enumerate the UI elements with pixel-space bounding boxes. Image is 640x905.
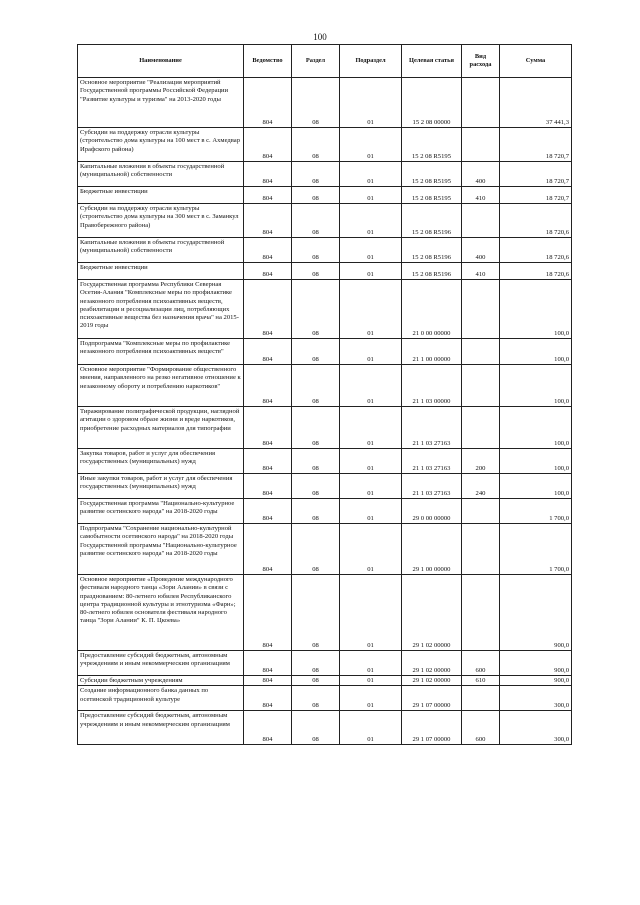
table-row	[78, 407, 572, 449]
cell-expense-type	[462, 204, 500, 238]
cell-dept: 804	[244, 162, 292, 187]
table-row	[78, 651, 572, 676]
table-row	[78, 575, 572, 651]
cell-expense-type: 600	[462, 651, 500, 676]
cell-sum: 18 720,7	[500, 187, 572, 204]
cell-name: Основное мероприятие "Формирование общественного мнения, направленного на резко негативное отношение к незаконному обороту и потреблению наркотиков"	[78, 365, 244, 407]
table-row	[78, 686, 572, 711]
cell-sum: 900,0	[500, 575, 572, 651]
cell-target: 29 0 00 00000	[402, 499, 462, 524]
cell-target: 21 0 00 00000	[402, 280, 462, 339]
cell-section: 08	[292, 474, 340, 499]
budget-table	[77, 44, 572, 745]
header-name: Наименование	[78, 45, 244, 78]
cell-section: 08	[292, 499, 340, 524]
cell-section: 08	[292, 263, 340, 280]
cell-target: 15 2 08 R5195	[402, 187, 462, 204]
table-row	[78, 204, 572, 238]
cell-name: Предоставление субсидий бюджетным, автономным учреждениям и иным некоммерческим организациям	[78, 711, 244, 745]
cell-dept: 804	[244, 407, 292, 449]
table-row	[78, 524, 572, 575]
cell-subsection: 01	[340, 128, 402, 162]
cell-target: 29 1 02 00000	[402, 676, 462, 686]
cell-name: Предоставление субсидий бюджетным, автономным учреждениям и иным некоммерческим организациям	[78, 651, 244, 676]
cell-subsection: 01	[340, 407, 402, 449]
header-sum: Сумма	[500, 45, 572, 78]
cell-dept: 804	[244, 686, 292, 711]
table-row	[78, 711, 572, 745]
table-row	[78, 263, 572, 280]
cell-subsection: 01	[340, 162, 402, 187]
cell-target: 15 2 08 R5196	[402, 263, 462, 280]
table-row	[78, 365, 572, 407]
cell-sum: 100,0	[500, 365, 572, 407]
cell-subsection: 01	[340, 204, 402, 238]
header-section: Раздел	[292, 45, 340, 78]
cell-section: 08	[292, 575, 340, 651]
cell-dept: 804	[244, 263, 292, 280]
cell-sum: 100,0	[500, 407, 572, 449]
cell-name: Государственная программа "Национально-культурное развитие осетинского народа" на 2018-2020 годы	[78, 499, 244, 524]
cell-expense-type	[462, 280, 500, 339]
cell-name: Основное мероприятие "Реализация мероприятий Государственной программы Российской Федерации "Развитие культуры и туризма" на 2013-2020 годы	[78, 78, 244, 128]
cell-target: 21 1 00 00000	[402, 339, 462, 365]
cell-target: 29 1 07 00000	[402, 686, 462, 711]
cell-sum: 37 441,3	[500, 78, 572, 128]
cell-dept: 804	[244, 499, 292, 524]
cell-name: Подпрограмма "Комплексные меры по профилактике незаконного потребления психоактивных веществ"	[78, 339, 244, 365]
table-row	[78, 499, 572, 524]
cell-sum: 300,0	[500, 686, 572, 711]
table-header-row	[78, 45, 572, 78]
cell-name: Субсидии на поддержку отрасли культуры (строительство дома культуры на 300 мест в с. Заманкул Правобережного района)	[78, 204, 244, 238]
cell-sum: 100,0	[500, 474, 572, 499]
cell-subsection: 01	[340, 449, 402, 474]
cell-subsection: 01	[340, 524, 402, 575]
cell-dept: 804	[244, 187, 292, 204]
cell-name: Иные закупки товаров, работ и услуг для обеспечения государственных (муниципальных) нужд	[78, 474, 244, 499]
cell-target: 15 2 08 R5196	[402, 238, 462, 263]
cell-expense-type: 200	[462, 449, 500, 474]
cell-subsection: 01	[340, 676, 402, 686]
cell-section: 08	[292, 204, 340, 238]
cell-subsection: 01	[340, 339, 402, 365]
cell-section: 08	[292, 524, 340, 575]
cell-dept: 804	[244, 238, 292, 263]
cell-subsection: 01	[340, 365, 402, 407]
cell-name: Закупка товаров, работ и услуг для обеспечения государственных (муниципальных) нужд	[78, 449, 244, 474]
cell-sum: 100,0	[500, 339, 572, 365]
cell-section: 08	[292, 711, 340, 745]
cell-expense-type	[462, 499, 500, 524]
cell-name: Капитальные вложения в объекты государственной (муниципальной) собственности	[78, 162, 244, 187]
page-number: 100	[313, 32, 327, 42]
cell-name: Субсидии бюджетным учреждениям	[78, 676, 244, 686]
cell-name: Создание информационного банка данных по осетинской традиционной культуре	[78, 686, 244, 711]
table-row	[78, 128, 572, 162]
cell-section: 08	[292, 339, 340, 365]
cell-sum: 18 720,7	[500, 128, 572, 162]
cell-target: 29 1 02 00000	[402, 651, 462, 676]
cell-expense-type: 410	[462, 263, 500, 280]
cell-name: Бюджетные инвестиции	[78, 187, 244, 204]
cell-target: 15 2 08 R5195	[402, 128, 462, 162]
table-row	[78, 238, 572, 263]
cell-sum: 18 720,7	[500, 162, 572, 187]
cell-dept: 804	[244, 280, 292, 339]
cell-subsection: 01	[340, 711, 402, 745]
cell-section: 08	[292, 187, 340, 204]
cell-subsection: 01	[340, 280, 402, 339]
table-row	[78, 162, 572, 187]
cell-sum: 1 700,0	[500, 524, 572, 575]
cell-target: 21 1 03 27163	[402, 407, 462, 449]
table-row	[78, 187, 572, 204]
table-row	[78, 78, 572, 128]
cell-target: 21 1 03 27163	[402, 474, 462, 499]
cell-sum: 300,0	[500, 711, 572, 745]
cell-dept: 804	[244, 204, 292, 238]
cell-section: 08	[292, 407, 340, 449]
cell-expense-type	[462, 524, 500, 575]
cell-expense-type: 610	[462, 676, 500, 686]
cell-subsection: 01	[340, 187, 402, 204]
cell-section: 08	[292, 78, 340, 128]
table-row	[78, 676, 572, 686]
cell-subsection: 01	[340, 575, 402, 651]
cell-name: Основное мероприятие «Проведение международного фестиваля народного танца «Зори Алании» в связи с празднованием: 80-летнего юбилея Республиканского центра традиционной культуры и этнотуризма «Фарн»; 80-летнего юбилея основателя фестиваля народного танца "Зори Алании" К. П. Цкоева»	[78, 575, 244, 651]
cell-expense-type	[462, 128, 500, 162]
cell-target: 21 1 03 27163	[402, 449, 462, 474]
cell-dept: 804	[244, 339, 292, 365]
cell-dept: 804	[244, 676, 292, 686]
cell-target: 15 2 08 00000	[402, 78, 462, 128]
cell-expense-type	[462, 407, 500, 449]
cell-dept: 804	[244, 78, 292, 128]
cell-sum: 100,0	[500, 449, 572, 474]
cell-expense-type	[462, 686, 500, 711]
header-subsection: Подраздел	[340, 45, 402, 78]
cell-dept: 804	[244, 651, 292, 676]
cell-section: 08	[292, 128, 340, 162]
cell-target: 29 1 07 00000	[402, 711, 462, 745]
cell-target: 15 2 08 R5195	[402, 162, 462, 187]
cell-expense-type: 410	[462, 187, 500, 204]
cell-expense-type: 400	[462, 238, 500, 263]
cell-section: 08	[292, 651, 340, 676]
cell-expense-type	[462, 339, 500, 365]
cell-sum: 100,0	[500, 280, 572, 339]
cell-dept: 804	[244, 524, 292, 575]
cell-name: Бюджетные инвестиции	[78, 263, 244, 280]
cell-subsection: 01	[340, 651, 402, 676]
cell-dept: 804	[244, 474, 292, 499]
table-row	[78, 280, 572, 339]
cell-subsection: 01	[340, 238, 402, 263]
cell-section: 08	[292, 365, 340, 407]
cell-name: Государственная программа Республики Северная Осетия-Алания "Комплексные меры по профилактике незаконного потребления психоактивных веществ, реабилитации и ресоциализации лиц, потребляющих психоактивные вещества без назначения врача" на 2015-2019 годы	[78, 280, 244, 339]
cell-section: 08	[292, 686, 340, 711]
cell-sum: 18 720,6	[500, 263, 572, 280]
header-expense-type: Вид расхода	[462, 45, 500, 78]
cell-section: 08	[292, 280, 340, 339]
cell-sum: 900,0	[500, 676, 572, 686]
cell-expense-type	[462, 78, 500, 128]
table-row	[78, 474, 572, 499]
cell-expense-type	[462, 365, 500, 407]
cell-dept: 804	[244, 449, 292, 474]
cell-subsection: 01	[340, 474, 402, 499]
cell-expense-type: 400	[462, 162, 500, 187]
table-row	[78, 449, 572, 474]
cell-dept: 804	[244, 711, 292, 745]
cell-sum: 900,0	[500, 651, 572, 676]
cell-name: Подпрограмма "Сохранение национально-культурной самобытности осетинского народа" на 2018-2020 годы Государственной программы "Национально-культурное развитие осетинского народа" на 2018-2020 годы	[78, 524, 244, 575]
cell-target: 29 1 02 00000	[402, 575, 462, 651]
cell-subsection: 01	[340, 263, 402, 280]
cell-section: 08	[292, 238, 340, 263]
header-target: Целевая статья	[402, 45, 462, 78]
cell-subsection: 01	[340, 78, 402, 128]
cell-expense-type: 240	[462, 474, 500, 499]
cell-name: Субсидии на поддержку отрасли культуры (строительство дома культуры на 100 мест в с. Ахмедвар Ирафского района)	[78, 128, 244, 162]
cell-name: Тиражирование полиграфической продукции, наглядной агитации о здоровом образе жизни и вреде наркотиков, приобретение расходных материалов для типографии	[78, 407, 244, 449]
table-row	[78, 339, 572, 365]
cell-section: 08	[292, 676, 340, 686]
cell-sum: 1 700,0	[500, 499, 572, 524]
cell-sum: 18 720,6	[500, 238, 572, 263]
cell-expense-type	[462, 575, 500, 651]
cell-name: Капитальные вложения в объекты государственной (муниципальной) собственности	[78, 238, 244, 263]
cell-target: 29 1 00 00000	[402, 524, 462, 575]
cell-subsection: 01	[340, 499, 402, 524]
cell-sum: 18 720,6	[500, 204, 572, 238]
cell-subsection: 01	[340, 686, 402, 711]
cell-section: 08	[292, 162, 340, 187]
cell-dept: 804	[244, 575, 292, 651]
cell-expense-type: 600	[462, 711, 500, 745]
cell-dept: 804	[244, 128, 292, 162]
cell-section: 08	[292, 449, 340, 474]
cell-target: 15 2 08 R5196	[402, 204, 462, 238]
cell-target: 21 1 03 00000	[402, 365, 462, 407]
cell-dept: 804	[244, 365, 292, 407]
header-dept: Ведомство	[244, 45, 292, 78]
